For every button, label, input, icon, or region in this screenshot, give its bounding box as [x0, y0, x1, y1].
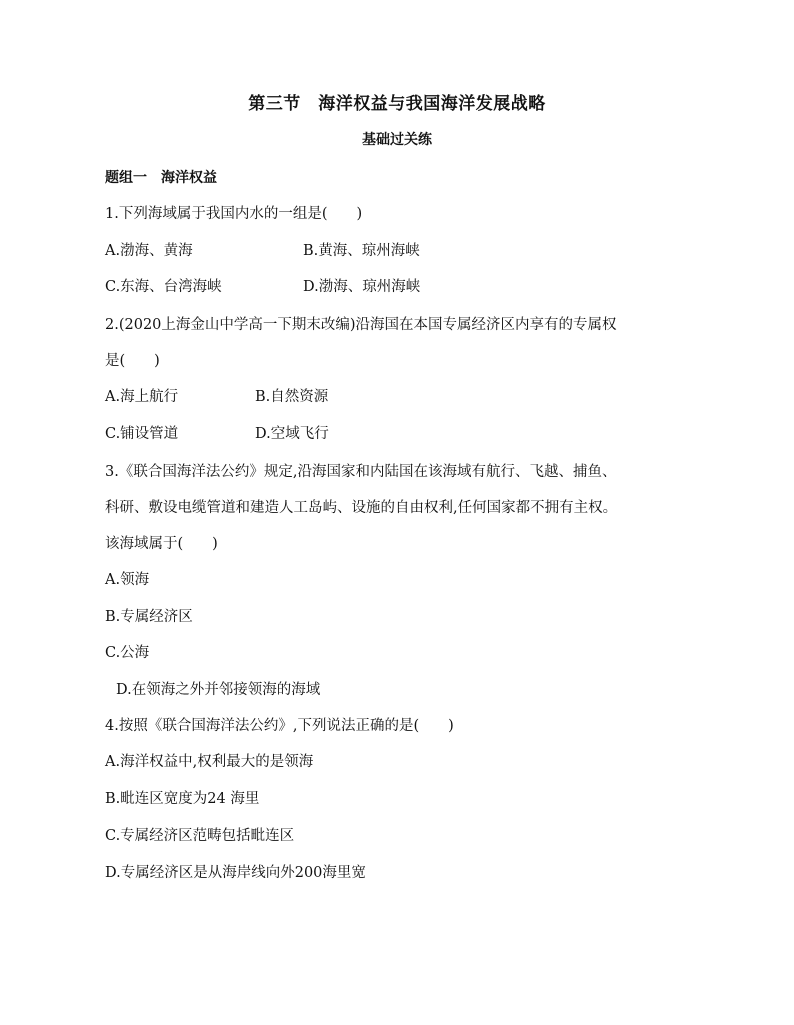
- option-c: C.东海、台湾海峡: [105, 279, 222, 295]
- option-a: A.领海: [105, 572, 150, 588]
- option-a: A.海洋权益中,权利最大的是领海: [105, 754, 314, 770]
- option-d: D.专属经济区是从海岸线向外200海里宽: [105, 865, 366, 881]
- option-b: B.黄海、琼州海峡: [303, 243, 420, 259]
- question-stem: 1.下列海域属于我国内水的一组是( ): [105, 206, 363, 222]
- option-d: D.空域飞行: [255, 426, 329, 442]
- option-a: A.海上航行: [105, 389, 179, 405]
- question-stem-continued: 科研、敷设电缆管道和建造人工岛屿、设施的自由权利,任何国家都不拥有主权。: [105, 500, 618, 516]
- option-d: D.渤海、琼州海峡: [303, 279, 421, 295]
- option-c: C.铺设管道: [105, 426, 179, 442]
- page-subtitle: 基础过关练: [362, 132, 432, 148]
- option-c: C.专属经济区范畴包括毗连区: [105, 828, 295, 844]
- page-title: 第三节 海洋权益与我国海洋发展战略: [248, 94, 546, 114]
- option-b: B.毗连区宽度为24 海里: [105, 791, 260, 807]
- group-title: 题组一 海洋权益: [105, 170, 217, 186]
- question-stem: 2.(2020上海金山中学高一下期末改编)沿海国在本国专属经济区内享有的专属权: [105, 317, 617, 333]
- question-stem: 4.按照《联合国海洋法公约》,下列说法正确的是( ): [105, 718, 454, 734]
- question-stem-continued: 该海域属于( ): [105, 536, 218, 552]
- question-stem: 3.《联合国海洋法公约》规定,沿海国家和内陆国在该海域有航行、飞越、捕鱼、: [105, 464, 617, 480]
- option-d: D.在领海之外并邻接领海的海域: [116, 682, 321, 698]
- question-stem-continued: 是( ): [105, 353, 160, 369]
- option-c: C.公海: [105, 645, 150, 661]
- option-a: A.渤海、黄海: [105, 243, 193, 259]
- option-b: B.自然资源: [255, 389, 329, 405]
- option-b: B.专属经济区: [105, 609, 193, 625]
